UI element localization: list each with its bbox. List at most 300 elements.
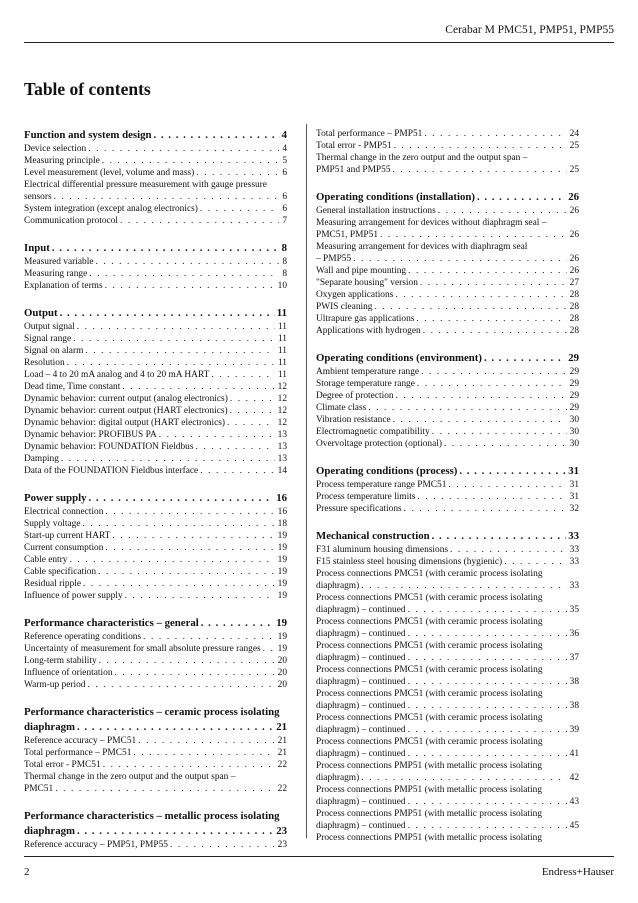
toc-entry[interactable]	[316, 628, 579, 640]
toc-entry[interactable]	[24, 333, 287, 345]
toc-entry-page: 5	[282, 156, 287, 166]
leader-dots	[200, 465, 274, 477]
toc-entry[interactable]	[316, 325, 579, 337]
toc-entry[interactable]	[316, 229, 579, 241]
toc-section	[316, 351, 579, 450]
toc-entry-title: Applications with hydrogen	[316, 326, 421, 336]
toc-entry-title: Uncertainty of measurement for small absolute pressure ranges	[24, 644, 261, 654]
toc-entry-title: PWIS cleaning	[316, 302, 373, 312]
toc-entry[interactable]	[24, 542, 287, 554]
toc-entry-page: 30	[569, 415, 579, 425]
leader-dots	[105, 506, 274, 518]
leader-dots	[105, 542, 274, 554]
toc-entry-text: Process connections PMC51 (with ceramic process isolating	[316, 713, 543, 723]
section-page: 11	[276, 307, 287, 319]
leader-dots	[73, 333, 275, 345]
leader-dots	[125, 590, 275, 602]
toc-entry-title: Start-up current HART	[24, 531, 111, 541]
toc-entry-page: 19	[277, 632, 287, 642]
toc-entry[interactable]	[24, 441, 287, 453]
toc-entry[interactable]	[316, 676, 579, 688]
leader-dots	[201, 616, 274, 631]
toc-entry[interactable]	[24, 655, 287, 667]
toc-entry[interactable]	[24, 268, 287, 280]
toc-entry[interactable]	[24, 631, 287, 643]
toc-entry-page: 11	[277, 334, 287, 344]
toc-entry-page: 22	[277, 760, 287, 770]
leader-dots	[159, 429, 275, 441]
leader-dots	[432, 426, 567, 438]
toc-entry-title: PMC51, PMP51	[316, 230, 379, 240]
leader-dots	[112, 530, 274, 542]
toc-entry[interactable]	[24, 191, 287, 203]
toc-entry[interactable]	[24, 453, 287, 465]
toc-entry-page: 12	[277, 418, 287, 428]
toc-entry[interactable]	[316, 700, 579, 712]
toc-entry-page: 20	[277, 680, 287, 690]
toc-entry-page: 36	[569, 629, 579, 639]
toc-entry[interactable]	[24, 566, 287, 578]
leader-dots	[60, 306, 275, 321]
toc-entry-page: 19	[277, 579, 287, 589]
toc-entry[interactable]	[316, 313, 579, 325]
leader-dots	[504, 556, 566, 568]
leader-dots	[103, 759, 275, 771]
brand-name: Endress+Hauser	[541, 866, 614, 878]
toc-entry-title: Influence of power supply	[24, 591, 123, 601]
toc-entry-title: Supply voltage	[24, 519, 81, 529]
leader-dots	[408, 820, 567, 832]
toc-entry-text: Measuring arrangement for devices without diaphragm seal –	[316, 218, 547, 228]
toc-entry-page: 8	[282, 269, 287, 279]
toc-entry-page: 28	[569, 326, 579, 336]
leader-dots	[263, 643, 275, 655]
toc-entry-title: System integration (except analog electronics)	[24, 204, 198, 214]
toc-entry-title: Electrical connection	[24, 507, 104, 517]
toc-entry-page: 26	[569, 254, 579, 264]
leader-dots	[133, 747, 274, 759]
toc-entry[interactable]	[24, 280, 287, 292]
section-title: Mechanical construction	[316, 530, 430, 542]
column-divider	[306, 124, 307, 838]
leader-dots	[77, 824, 274, 839]
toc-entry-page: 25	[569, 141, 579, 151]
toc-entry[interactable]	[24, 465, 287, 477]
leader-dots	[77, 720, 274, 735]
toc-entry-title: diaphragm) – continued	[316, 797, 406, 807]
toc-entry-page: 19	[277, 555, 287, 565]
leader-dots	[102, 155, 280, 167]
toc-entry-page: 6	[282, 168, 287, 178]
toc-entry-title: diaphragm) – continued	[316, 677, 406, 687]
toc-entry[interactable]	[24, 578, 287, 590]
toc-entry[interactable]	[316, 580, 579, 592]
toc-entry[interactable]	[24, 839, 287, 851]
toc-entry[interactable]	[316, 748, 579, 760]
leader-dots	[404, 503, 567, 515]
toc-entry-title: Total performance – PMC51	[24, 748, 132, 758]
toc-entry[interactable]	[24, 321, 287, 333]
toc-entry-text: Process connections PMC51 (with ceramic process isolating	[316, 593, 543, 603]
toc-entry[interactable]	[316, 604, 579, 616]
toc-entry[interactable]	[316, 402, 579, 414]
toc-entry-title: Signal range	[24, 334, 72, 344]
toc-entry[interactable]	[316, 205, 579, 217]
toc-entry-page: 29	[569, 379, 579, 389]
toc-entry-title: diaphragm) – continued	[316, 629, 406, 639]
section-page: 21	[276, 721, 287, 733]
leader-dots	[99, 655, 275, 667]
leader-dots	[408, 652, 567, 664]
toc-entry[interactable]	[24, 405, 287, 417]
toc-entry-page: 18	[277, 519, 287, 529]
toc-entry-text: Thermal change in the zero output and the output span –	[24, 772, 236, 782]
section-heading[interactable]	[24, 306, 287, 321]
section-title: Function and system design	[24, 129, 152, 141]
toc-entry-text: Process connections PMP51 (with metallic process isolating	[316, 809, 543, 819]
toc-entry-page: 22	[277, 784, 287, 794]
toc-entry-title: Ultrapure gas applications	[316, 314, 415, 324]
toc-entry[interactable]	[24, 667, 287, 679]
section-heading[interactable]	[24, 616, 287, 631]
toc-entry-title: Total performance – PMP51	[316, 129, 423, 139]
leader-dots	[55, 783, 274, 795]
leader-dots	[394, 140, 567, 152]
leader-dots	[120, 215, 279, 227]
toc-entry-page: 21	[277, 736, 287, 746]
toc-entry-title: Data of the FOUNDATION Fieldbus interface	[24, 466, 199, 476]
leader-dots	[361, 580, 566, 592]
section-title: diaphragm	[24, 721, 75, 733]
toc-entry[interactable]	[316, 289, 579, 301]
toc-entry-title: diaphragm) – continued	[316, 749, 406, 759]
toc-entry[interactable]	[316, 438, 579, 450]
section-page: 8	[281, 242, 287, 254]
leader-dots	[122, 381, 274, 393]
toc-entry[interactable]	[316, 724, 579, 736]
leader-dots	[98, 566, 275, 578]
toc-entry[interactable]	[24, 381, 287, 393]
toc-entry[interactable]	[24, 256, 287, 268]
section-heading[interactable]	[24, 824, 287, 839]
toc-entry-text: Process connections PMC51 (with ceramic process isolating	[316, 665, 543, 675]
toc-entry-page: 7	[282, 216, 287, 226]
leader-dots	[424, 128, 566, 140]
toc-entry-page: 35	[569, 605, 579, 615]
toc-entry[interactable]	[24, 554, 287, 566]
leader-dots	[69, 554, 274, 566]
section-title: Operating conditions (environment)	[316, 352, 482, 364]
toc-entry-title: Total error - PMP51	[316, 141, 392, 151]
leader-dots	[196, 441, 275, 453]
toc-entry[interactable]	[316, 390, 579, 402]
toc-entry[interactable]	[316, 503, 579, 515]
toc-entry-page: 29	[569, 367, 579, 377]
toc-entry-page: 30	[569, 439, 579, 449]
toc-entry[interactable]	[316, 128, 579, 140]
leader-dots	[408, 628, 567, 640]
section-page: 26	[568, 191, 579, 203]
section-page: 16	[276, 492, 287, 504]
toc-entry[interactable]	[24, 215, 287, 227]
toc-section	[316, 529, 579, 844]
toc-entry-page: 19	[277, 543, 287, 553]
header-rule	[24, 42, 614, 43]
section-title: Operating conditions (installation)	[316, 191, 475, 203]
toc-entry-title: Explanation of terms	[24, 281, 103, 291]
toc-entry-title: Reference operating conditions	[24, 632, 142, 642]
toc-entry[interactable]	[316, 479, 579, 491]
toc-entry-title: F31 aluminum housing dimensions	[316, 545, 449, 555]
toc-entry-page: 11	[277, 346, 287, 356]
toc-entry[interactable]	[316, 301, 579, 313]
toc-entry[interactable]	[316, 253, 579, 265]
toc-entry[interactable]	[316, 544, 579, 556]
section-heading[interactable]	[24, 128, 287, 143]
toc-entry-page: 32	[569, 504, 579, 514]
toc-entry[interactable]	[316, 796, 579, 808]
toc-entry[interactable]	[24, 679, 287, 691]
toc-entry-page: 6	[282, 204, 287, 214]
toc-entry[interactable]	[24, 167, 287, 179]
leader-dots	[77, 321, 275, 333]
toc-entry-title: Storage temperature range	[316, 379, 415, 389]
leader-dots	[154, 128, 280, 143]
toc-entry-page: 29	[569, 391, 579, 401]
toc-entry[interactable]	[24, 155, 287, 167]
toc-section	[24, 616, 287, 691]
toc-entry[interactable]	[24, 369, 287, 381]
toc-entry-page: 23	[277, 840, 287, 850]
toc-entry-page: 27	[569, 278, 579, 288]
leader-dots	[227, 417, 275, 429]
toc-entry-page: 26	[569, 206, 579, 216]
section-heading[interactable]	[24, 241, 287, 256]
toc-entry-title: Total error - PMC51	[24, 760, 101, 770]
toc-entry[interactable]	[316, 164, 579, 176]
toc-entry[interactable]	[316, 414, 579, 426]
toc-entry[interactable]	[24, 643, 287, 655]
toc-entry-page: 45	[569, 821, 579, 831]
toc-entry[interactable]	[316, 378, 579, 390]
toc-entry[interactable]	[24, 518, 287, 530]
toc-entry-page: 41	[569, 749, 579, 759]
toc-entry-page: 30	[569, 427, 579, 437]
toc-entry-title: Measuring range	[24, 269, 88, 279]
toc-entry-page: 31	[569, 480, 579, 490]
leader-dots	[230, 393, 275, 405]
leader-dots	[115, 667, 275, 679]
leader-dots	[54, 191, 280, 203]
leader-dots	[395, 289, 566, 301]
toc-entry[interactable]	[24, 393, 287, 405]
section-heading[interactable]	[316, 190, 579, 205]
toc-entry-title: PMC51	[24, 784, 54, 794]
toc-entry-title: diaphragm) – continued	[316, 605, 406, 615]
leader-dots	[444, 438, 567, 450]
toc-section	[24, 128, 287, 227]
section-heading[interactable]	[316, 351, 579, 366]
page-number: 2	[24, 866, 30, 878]
toc-entry-page: 11	[277, 358, 287, 368]
toc-entry-page: 19	[277, 591, 287, 601]
toc-entry-page: 33	[569, 545, 579, 555]
toc-entry-title: Dynamic behavior: current output (HART electronics)	[24, 406, 228, 416]
toc-entry[interactable]	[316, 652, 579, 664]
section-title: Power supply	[24, 492, 87, 504]
toc-entry-title: Warm-up period	[24, 680, 86, 690]
leader-dots	[484, 351, 566, 366]
toc-entry[interactable]	[24, 506, 287, 518]
toc-entry-page: 19	[277, 567, 287, 577]
toc-entry-text: Process connections PMP51 (with metallic process isolating	[316, 833, 543, 843]
toc-section	[24, 705, 287, 795]
toc-section	[316, 190, 579, 337]
leader-dots	[450, 544, 567, 556]
toc-entry-title: Signal on alarm	[24, 346, 84, 356]
footer-rule	[24, 856, 614, 857]
section-title: Output	[24, 307, 58, 319]
section-title: diaphragm	[24, 825, 75, 837]
toc-entry[interactable]	[316, 366, 579, 378]
toc-entry[interactable]	[24, 735, 287, 747]
toc-entry-title: Damping	[24, 454, 59, 464]
toc-entry-text: Process connections PMC51 (with ceramic process isolating	[316, 569, 543, 579]
toc-entry-title: Wall and pipe mounting	[316, 266, 407, 276]
toc-entry-title: Process temperature range PMC51	[316, 480, 447, 490]
section-heading-line[interactable]: Performance characteristics – metallic process isolating	[24, 810, 280, 822]
section-heading[interactable]	[316, 464, 579, 479]
leader-dots	[432, 529, 567, 544]
section-title: Input	[24, 242, 50, 254]
leader-dots	[138, 735, 274, 747]
leader-dots	[420, 277, 567, 289]
section-heading-line[interactable]: Performance characteristics – ceramic process isolating	[24, 706, 280, 718]
leader-dots	[196, 167, 279, 179]
toc-entry-title: Load – 4 to 20 mA analog and 4 to 20 mA HART	[24, 370, 210, 380]
toc-entry[interactable]	[316, 556, 579, 568]
toc-entry-page: 28	[569, 302, 579, 312]
toc-entry[interactable]	[24, 783, 287, 795]
toc-entry[interactable]	[24, 530, 287, 542]
toc-entry-page: 8	[282, 257, 287, 267]
toc-entry[interactable]	[316, 140, 579, 152]
toc-entry-title: Vibration resistance	[316, 415, 391, 425]
leader-dots	[448, 479, 566, 491]
toc-entry-text: Electrical differential pressure measurement with gauge pressure	[24, 180, 267, 190]
section-heading[interactable]	[316, 529, 579, 544]
toc-entry[interactable]	[316, 265, 579, 277]
leader-dots	[416, 313, 566, 325]
toc-section	[24, 306, 287, 477]
toc-entry-title: diaphragm)	[316, 773, 360, 783]
toc-entry[interactable]	[24, 747, 287, 759]
toc-entry-text: Measuring arrangement for devices with diaphragm seal	[316, 242, 528, 252]
toc-entry[interactable]	[24, 203, 287, 215]
section-page: 29	[568, 352, 579, 364]
toc-section	[316, 464, 579, 515]
toc-entry-title: Measured variable	[24, 257, 94, 267]
toc-entry[interactable]	[24, 417, 287, 429]
toc-entry-page: 38	[569, 701, 579, 711]
leader-dots	[423, 325, 567, 337]
section-heading[interactable]	[24, 491, 287, 506]
toc-entry-title: Level measurement (level, volume and mass)	[24, 168, 195, 178]
toc-entry[interactable]	[316, 426, 579, 438]
toc-entry-page: 20	[277, 668, 287, 678]
leader-dots	[408, 604, 567, 616]
section-page: 31	[568, 465, 579, 477]
toc-entry-title: General installation instructions	[316, 206, 436, 216]
leader-dots	[438, 205, 567, 217]
leader-dots	[459, 464, 566, 479]
leader-dots	[380, 229, 567, 241]
section-page: 33	[568, 530, 579, 542]
toc-entry[interactable]	[24, 143, 287, 155]
toc-entry-title: diaphragm) – continued	[316, 701, 406, 711]
leader-dots	[170, 839, 275, 851]
toc-entry-title: Dynamic behavior: PROFIBUS PA	[24, 430, 157, 440]
toc-section	[24, 809, 287, 851]
section-title: Operating conditions (process)	[316, 465, 458, 477]
toc-entry[interactable]	[24, 345, 287, 357]
leader-dots	[375, 301, 567, 313]
toc-entry-page: 31	[569, 492, 579, 502]
toc-entry-page: 13	[277, 442, 287, 452]
toc-entry-title: Communication protocol	[24, 216, 118, 226]
leader-dots	[396, 390, 567, 402]
toc-entry-page: 6	[282, 192, 287, 202]
leader-dots	[143, 631, 274, 643]
toc-right-column	[316, 128, 579, 844]
section-title: Performance characteristics – general	[24, 617, 199, 629]
section-heading[interactable]	[24, 720, 287, 735]
toc-entry[interactable]	[24, 357, 287, 369]
toc-entry-text: Process connections PMC51 (with ceramic process isolating	[316, 737, 543, 747]
toc-entry[interactable]	[316, 491, 579, 503]
toc-entry-page: 12	[277, 406, 287, 416]
toc-entry[interactable]	[24, 429, 287, 441]
toc-entry-page: 39	[569, 725, 579, 735]
toc-entry-page: 42	[569, 773, 579, 783]
toc-entry-page: 37	[569, 653, 579, 663]
leader-dots	[408, 796, 567, 808]
leader-dots	[353, 253, 566, 265]
toc-entry[interactable]	[316, 277, 579, 289]
toc-entry-text: Thermal change in the zero output and the output span –	[316, 153, 528, 163]
toc-entry-page: 19	[277, 531, 287, 541]
leader-dots	[96, 256, 280, 268]
toc-entry[interactable]	[316, 772, 579, 784]
toc-entry-title: Cable specification	[24, 567, 97, 577]
leader-dots	[87, 679, 274, 691]
toc-entry[interactable]	[316, 820, 579, 832]
toc-entry[interactable]	[24, 759, 287, 771]
leader-dots	[477, 190, 566, 205]
toc-entry-title: Resolution	[24, 358, 65, 368]
toc-entry-page: 26	[569, 266, 579, 276]
leader-dots	[408, 724, 567, 736]
toc-entry-page: 12	[277, 394, 287, 404]
leader-dots	[89, 268, 279, 280]
toc-entry-title: – PMP55	[316, 254, 352, 264]
toc-entry-title: Current consumption	[24, 543, 104, 553]
toc-entry-title: Degree of protection	[316, 391, 394, 401]
leader-dots	[408, 748, 567, 760]
toc-entry-page: 19	[277, 644, 287, 654]
toc-entry[interactable]	[24, 590, 287, 602]
document-header: Cerabar M PMC51, PMP51, PMP55	[445, 24, 614, 36]
